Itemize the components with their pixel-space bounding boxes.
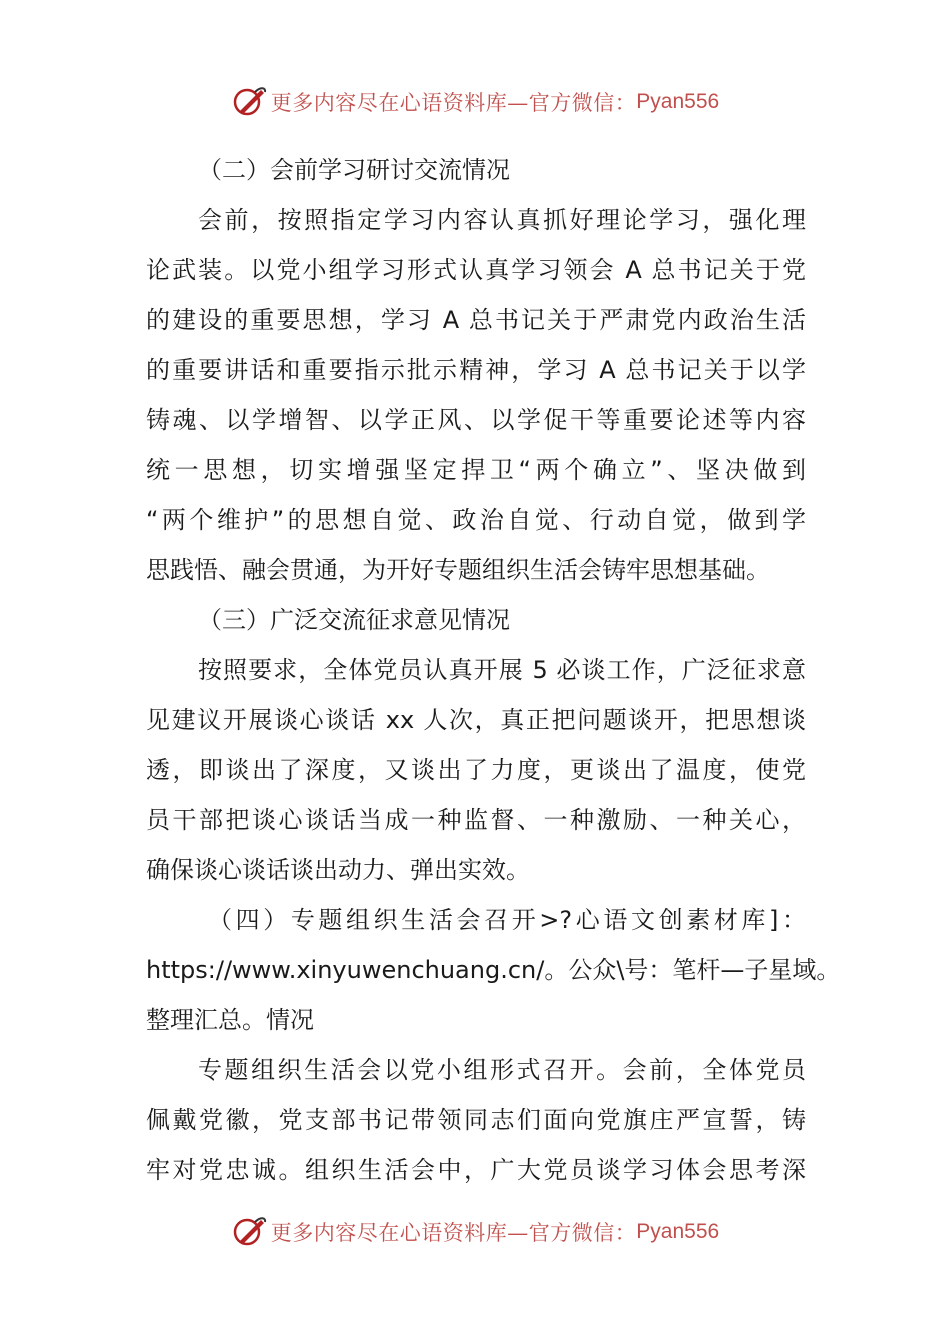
header-watermark	[0, 80, 950, 124]
section-heading: （四）专题组织生活会召开>?心语文创素材库]：	[208, 906, 806, 934]
document-body	[146, 145, 841, 1195]
paragraph-line: 思践悟、融会贯通，为开好专题组织生活会铸牢思想基础。	[146, 556, 770, 584]
section-heading: （三）广泛交流征求意见情况	[198, 606, 510, 634]
footer-watermark	[0, 1210, 950, 1254]
paragraph-line: 员干部把谈心谈话当成一种监督、一种激励、一种关心，	[146, 806, 806, 834]
paragraph-line: 按照要求，全体党员认真开展 5 必谈工作，广泛征求意	[198, 656, 806, 684]
section-heading: 整理汇总。情况	[146, 1006, 314, 1034]
paragraph-line: 铸魂、以学增智、以学正风、以学促干等重要论述等内容	[146, 406, 806, 434]
paragraph-line: 统一思想，切实增强坚定捍卫“两个确立”、坚决做到	[146, 456, 806, 484]
paragraph-line: 会前，按照指定学习内容认真抓好理论学习，强化理	[198, 206, 806, 234]
section-heading: （二）会前学习研讨交流情况	[198, 156, 510, 184]
paragraph-line: 论武装。以党小组学习形式认真学习领会 A 总书记关于党	[146, 256, 806, 284]
paragraph-line: “两个维护”的思想自觉、政治自觉、行动自觉，做到学	[146, 506, 806, 534]
quill-logo-icon	[231, 1214, 267, 1250]
paragraph-line: 见建议开展谈心谈话 xx 人次，真正把问题谈开，把思想谈	[146, 706, 806, 734]
paragraph-line: 确保谈心谈话谈出动力、弹出实效。	[146, 856, 530, 884]
watermark-wechat-id: Pyan556	[636, 90, 720, 113]
watermark-text: 更多内容尽在心语资料库—官方微信：	[270, 91, 637, 115]
watermark-text: 更多内容尽在心语资料库—官方微信：	[270, 1221, 637, 1245]
paragraph-line: https://www.xinyuwenchuang.cn/。公众\号：笔杆—子星域。	[146, 956, 841, 984]
paragraph-line: 佩戴党徽，党支部书记带领同志们面向党旗庄严宣誓，铸	[146, 1106, 806, 1134]
paragraph-line: 专题组织生活会以党小组形式召开。会前，全体党员	[198, 1056, 806, 1084]
watermark-wechat-id: Pyan556	[636, 1220, 720, 1243]
paragraph-line: 牢对党忠诚。组织生活会中，广大党员谈学习体会思考深	[146, 1156, 806, 1184]
quill-logo-icon	[231, 84, 267, 120]
paragraph-line: 的重要讲话和重要指示批示精神，学习 A 总书记关于以学	[146, 356, 806, 384]
paragraph-line: 的建设的重要思想，学习 A 总书记关于严肃党内政治生活	[146, 306, 806, 334]
paragraph-line: 透，即谈出了深度，又谈出了力度，更谈出了温度，使党	[146, 756, 806, 784]
